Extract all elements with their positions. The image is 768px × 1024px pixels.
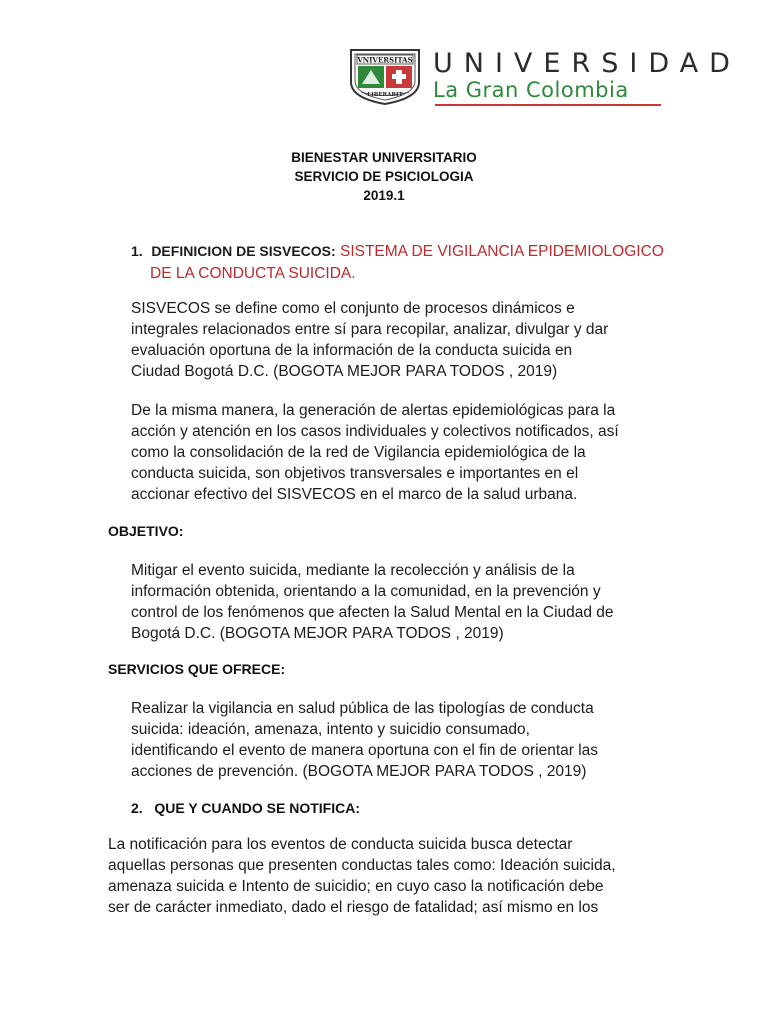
header-line-3: 2019.1 xyxy=(363,188,405,203)
paragraph-line: Mitigar el evento suicida, mediante la recolección y análisis de la xyxy=(131,562,575,579)
section-1-subtitle-line-2: DE LA CONDUCTA SUICIDA. xyxy=(150,265,356,282)
section-2-paragraph xyxy=(108,834,616,918)
section-2-number: 2. xyxy=(131,800,143,816)
paragraph-line: Realizar la vigilancia en salud pública de las tipologías de conducta xyxy=(131,700,594,717)
servicios-heading: SERVICIOS QUE OFRECE: xyxy=(108,661,286,677)
objetivo-paragraph xyxy=(131,560,614,644)
logo-university-name: La Gran Colombia xyxy=(433,78,629,102)
section-1-title: DEFINICION DE SISVECOS: xyxy=(151,243,336,259)
university-seal-icon xyxy=(347,46,423,106)
svg-text:LIBERABIT: LIBERABIT xyxy=(367,92,403,98)
paragraph-line: acciones de prevención. (BOGOTA MEJOR PARA TODOS , 2019) xyxy=(131,763,587,780)
logo-divider xyxy=(435,104,661,106)
section-2-heading xyxy=(131,800,360,816)
paragraph-line: evaluación oportuna de la información de la conducta suicida en xyxy=(131,342,573,359)
header-line-1: BIENESTAR UNIVERSITARIO xyxy=(291,150,477,165)
paragraph-line: integrales relacionados entre sí para recopilar, analizar, divulgar y dar xyxy=(131,321,609,338)
paragraph-line: conducta suicida, son objetivos transversales e importantes en el xyxy=(131,465,579,482)
svg-text:VNIVERSITAS: VNIVERSITAS xyxy=(357,55,413,65)
logo-university-word: UNIVERSIDAD xyxy=(433,48,741,79)
paragraph-line: Bogotá D.C. (BOGOTA MEJOR PARA TODOS , 2019) xyxy=(131,625,504,642)
paragraph-line: La notificación para los eventos de conducta suicida busca detectar xyxy=(108,836,573,853)
paragraph-line: acción y atención en los casos individuales y colectivos notificados, así xyxy=(131,423,619,440)
paragraph-line: suicida: ideación, amenaza, intento y suicidio consumado, xyxy=(131,721,530,738)
paragraph-line: accionar efectivo del SISVECOS en el marco de la salud urbana. xyxy=(131,486,578,503)
header-line-2: SERVICIO DE PSICIOLOGIA xyxy=(294,169,474,184)
section-1-subtitle-line-1: SISTEMA DE VIGILANCIA EPIDEMIOLOGICO xyxy=(339,243,664,260)
paragraph-line: SISVECOS se define como el conjunto de procesos dinámicos e xyxy=(131,300,575,317)
paragraph-line: ser de carácter inmediato, dado el riesgo de fatalidad; así mismo en los xyxy=(108,899,599,916)
paragraph-line: De la misma manera, la generación de alertas epidemiológicas para la xyxy=(131,402,616,419)
servicios-paragraph xyxy=(131,698,598,782)
section-1-heading xyxy=(131,241,664,262)
paragraph-line: Ciudad Bogotá D.C. (BOGOTA MEJOR PARA TODOS , 2019) xyxy=(131,363,558,380)
paragraph-line: aquellas personas que presenten conductas tales como: Ideación suicida, xyxy=(108,857,616,874)
objetivo-heading: OBJETIVO: xyxy=(108,523,184,539)
paragraph-line: control de los fenómenos que afecten la Salud Mental en la Ciudad de xyxy=(131,604,614,621)
paragraph-1 xyxy=(131,298,608,382)
section-1-number: 1. xyxy=(131,243,143,259)
paragraph-2 xyxy=(131,400,619,505)
paragraph-line: información obtenida, orientando a la comunidad, en la prevención y xyxy=(131,583,601,600)
paragraph-line: como la consolidación de la red de Vigilancia epidemiológica de la xyxy=(131,444,586,461)
university-logo xyxy=(347,46,741,112)
paragraph-line: identificando el evento de manera oportuna con el fin de orientar las xyxy=(131,742,599,759)
section-2-title: QUE Y CUANDO SE NOTIFICA: xyxy=(154,800,360,816)
paragraph-line: amenaza suicida e Intento de suicidio; en cuyo caso la notificación debe xyxy=(108,878,604,895)
